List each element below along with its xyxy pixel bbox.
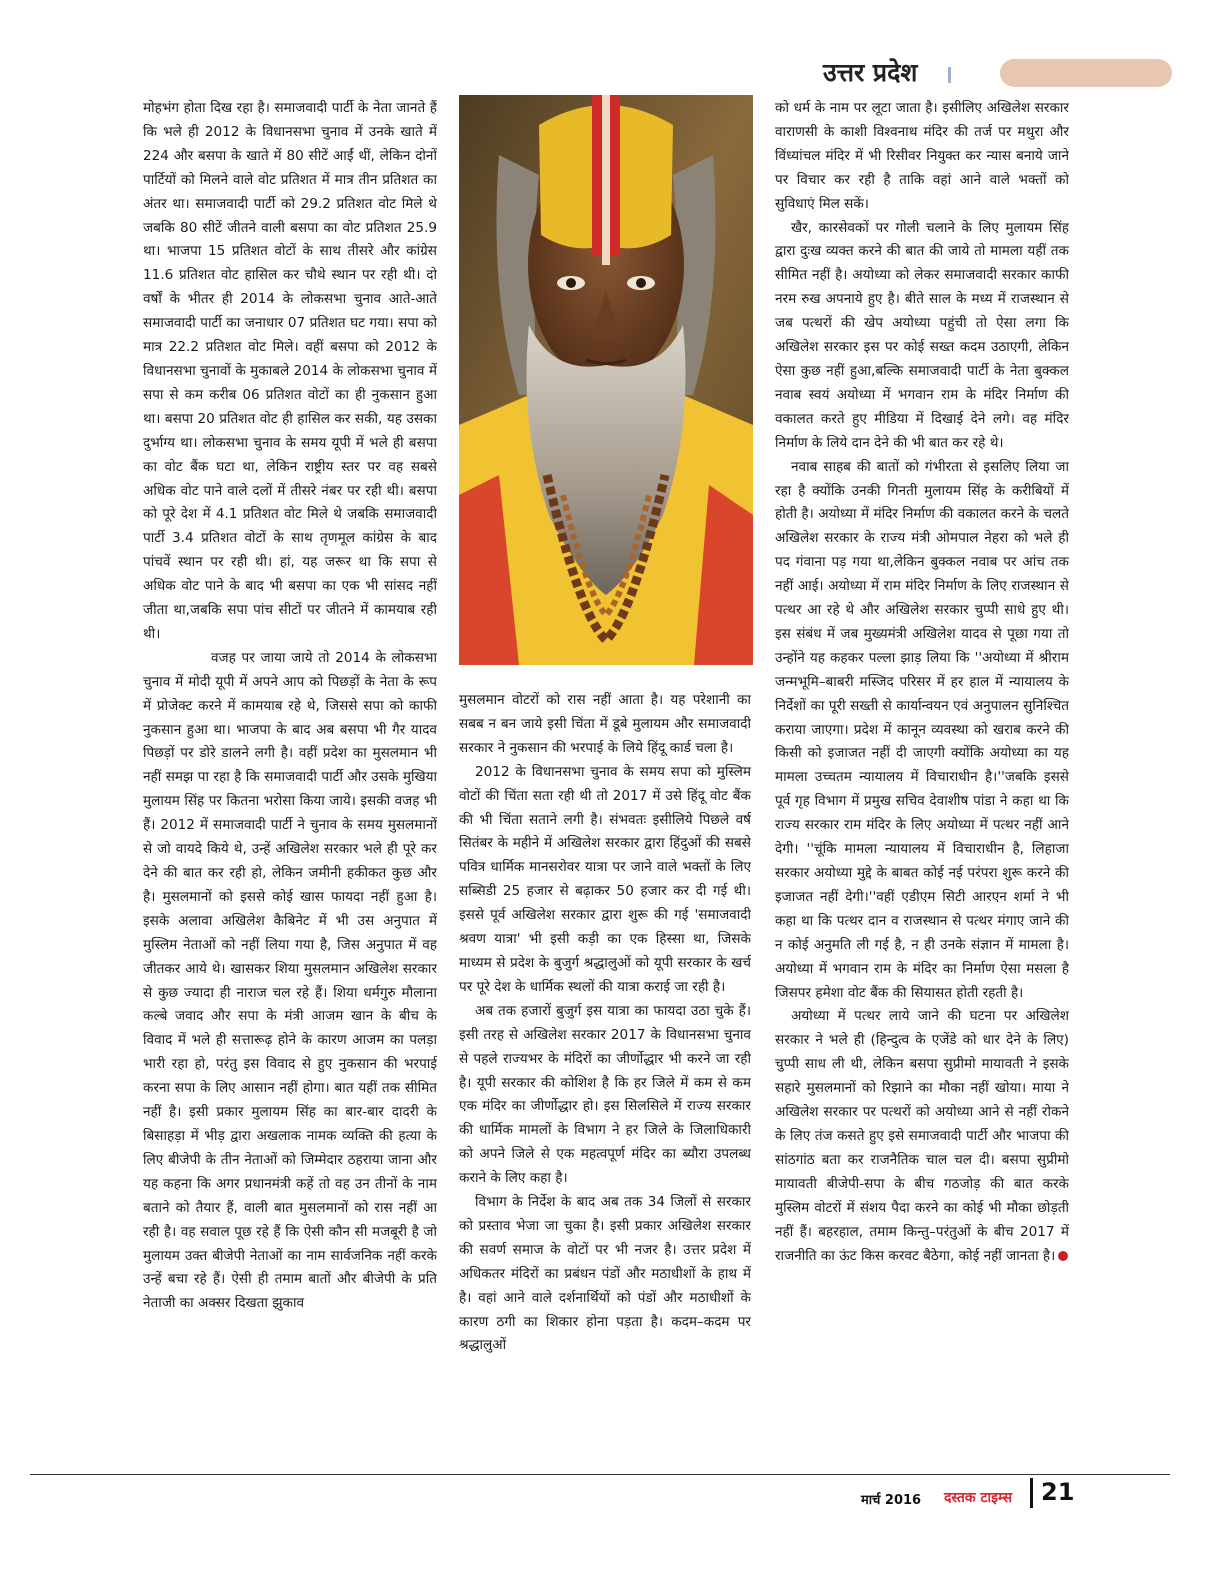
paragraph: मोहभंग होता दिख रहा है। समाजवादी पार्टी के नेता जानते हैं कि भले ही 2012 के विधानसभा चुनाव में उनके खाते में 224 और बसपा के खाते में 80 सीटें आईं थीं, लेकिन दोनों पार्टियों को मिलने वाले वोट प्रतिशत में मात्र तीन प्रतिशत का अंतर था। समाजवादी पार्टी को 29.2 प्रतिशत वोट मिले थे जबकि 80 सीटें जीतने वाली बसपा का वोट प्रतिशत 25.9 था। भाजपा 15 प्रतिशत वोटों के साथ तीसरे और कांग्रेस 11.6 प्रतिशत वोट हासिल कर चौथे स्थान पर रही थी। दो वर्षों के भीतर ही 2014 के लोकसभा चुनाव आते-आते समाजवादी पार्टी का जनाधार 07 प्रतिशत घट गया। सपा को मात्र 22.2 प्रतिशत वोट मिले। वहीं बसपा को 2012 के विधानसभा चुनावों के मुकाबले 2014 के लोकसभा चुनाव में सपा से कम करीब 06 प्रतिशत वोटों का ही नुकसान हुआ था। बसपा 20 प्रतिशत वोट ही हासिल कर सकी, यह उसका दुर्भाग्य था। लोकसभा चुनाव के समय यूपी में भले ही बसपा का वोट बैंक घटा था, लेकिन राष्ट्रीय स्तर पर वह सबसे अधिक वोट पाने वाले दलों में तीसरे नंबर पर रही थी। बसपा को पूरे देश में 4.1 प्रतिशत वोट मिले थे जबकि समाजवादी पार्टी 3.4 प्रतिशत वोटों के साथ तृणमूल कांग्रेस के बाद पांचवें स्थान पर रही थी। हां, यह जरूर था कि सपा से अधिक वोट पाने के बाद भी बसपा का एक भी सांसद नहीं जीता था,जबकि सपा पांच सीटों पर जीतने में कामयाब रही थी। (143, 100, 437, 642)
article-column-2 (459, 689, 751, 1459)
paragraph: अब तक हजारों बुजुर्ग इस यात्रा का फायदा उठा चुके हैं। इसी तरह से अखिलेश सरकार 2017 के विधानसभा चुनाव से पहले राज्यभर के मंदिरों का जीर्णोद्धार भी करने जा रही है। यूपी सरकार की कोशिश है कि हर जिले में कम से कम एक मंदिर का जीर्णोद्धार हो। इस सिलसिले में राज्य सरकार की धार्मिक मामलों के विभाग ने हर जिले के जिलाधिकारी को अपने जिले से एक महत्वपूर्ण मंदिर का ब्यौरा उपलब्ध कराने के लिए कहा है। (459, 1002, 751, 1187)
paragraph: 2012 के विधानसभा चुनाव के समय सपा को मुस्लिम वोटों की चिंता सता रही थी तो 2017 में उसे हिंदू वोट बैंक की भी चिंता सताने लगी है। संभवतः इसीलिये पिछले वर्ष सितंबर के महीने में अखिलेश सरकार द्वारा हिंदुओं की सबसे पवित्र धार्मिक मानसरोवर यात्रा पर जाने वाले भक्तों के लिए सब्सिडी 25 हजार से बढ़ाकर 50 हजार कर दी गई थी। इससे पूर्व अखिलेश सरकार द्वारा शुरू की गई 'समाजवादी श्रवण यात्रा' भी इसी कड़ी का एक हिस्सा था, जिसके माध्यम से प्रदेश के बुजुर्ग श्रद्धालुओं को यूपी सरकार के खर्च पर पूरे देश के धार्मिक स्थलों की यात्रा कराई जा रही है। (459, 763, 751, 995)
portrait-illustration (459, 95, 753, 665)
paragraph-final (775, 1005, 1069, 1268)
paragraph-text: अयोध्या में पत्थर लाये जाने की घटना पर अखिलेश सरकार ने भले ही (हिन्दुत्व के एजेंडे को धार देने के लिए) चुप्पी साध ली थी, लेकिन बसपा सुप्रीमो मायावती ने इसके सहारे मुसलमानों को रिझाने का मौका नहीं खोया। माया ने अखिलेश सरकार पर पत्थरों को अयोध्या आने से नहीं रोकने के लिए तंज कसते हुए इसे समाजवादी पार्टी और भाजपा की सांठगांठ बता कर राजनैतिक चाल चल दी। बसपा सुप्रीमो मायावती बीजेपी-सपा के बीच गठजोड़ की बात करके मुस्लिम वोटरों में संशय पैदा करने का कोई भी मौका छोड़ती नहीं हैं। बहरहाल, तमाम किन्तु–परंतुओं के बीच 2017 में राजनीति का ऊंट किस करवट बैठेगा, कोई नहीं जानता है। (775, 1008, 1069, 1264)
sadhu-portrait-photo (459, 95, 753, 665)
paragraph: को धर्म के नाम पर लूटा जाता है। इसीलिए अखिलेश सरकार वाराणसी के काशी विश्वनाथ मंदिर की तर्ज पर मथुरा और विंध्यांचल मंदिर में भी रिसीवर नियुक्त कर न्यास बनाये जाने पर विचार कर रही है ताकि वहां आने वाले भक्तों को सुविधाएं मिल सकें। (775, 100, 1069, 212)
paragraph: वजह पर जाया जाये तो 2014 के लोकसभा चुनाव में मोदी यूपी में अपने आप को पिछड़ों के नेता के रूप में प्रोजेक्ट करने में कामयाब रहे थे, जिससे सपा को काफी नुकसान हुआ था। भाजपा के बाद अब बसपा भी गैर यादव पिछड़ों पर डोरे डालने लगी है। वहीं प्रदेश का मुसलमान भी नहीं समझ पा रहा है कि समाजवादी पार्टी और उसके मुखिया मुलायम सिंह पर कितना भरोसा किया जाये। इसकी वजह भी हैं। 2012 में समाजवादी पार्टी ने चुनाव के समय मुसलमानों से जो वायदे किये थे, उन्हें अखिलेश सरकार भले ही पूरे कर देने की बात कर रही हो, लेकिन जमीनी हकीकत कुछ और है। मुसलमानों को इससे कोई खास फायदा नहीं हुआ है। इसके अलावा अखिलेश कैबिनेट में भी उस अनुपात में मुस्लिम नेताओं को नहीं लिया गया है, जिस अनुपात में वह जीतकर आये थे। खासकर शिया मुसलमान अखिलेश सरकार से कुछ ज्यादा ही नाराज चल रहे हैं। शिया धर्मगुरु मौलाना कल्बे जवाद और सपा के मंत्री आजम खान के बीच के विवाद में भले ही सत्तारूढ़ होने के कारण आजम का पलड़ा भारी रहा हो, परंतु इस विवाद से हुए नुकसान की भरपाई करना सपा के लिए आसान नहीं होगा। बात यहीं तक सीमित नहीं है। इसी प्रकार मुलायम सिंह का बार-बार दादरी के बिसाहड़ा में भीड़ द्वारा अखलाक नामक व्यक्ति की हत्या के लिए बीजेपी के तीन नेताओं को जिम्मेदार ठहराया जाना और यह कहना कि अगर प्रधानमंत्री कहें तो वह उन तीनों के नाम बताने को तैयार हैं, वाली बात मुसलमानों को रास नहीं आ रही है। वह सवाल पूछ रहे हैं कि ऐसी कौन सी मजबूरी है जो मुलायम उक्त बीजेपी नेताओं का नाम सार्वजनिक नहीं करके उन्हें बचा रहे हैं। ऐसी ही तमाम बातों और बीजेपी के प्रति नेताजी का अक्सर दिखता झुकाव (143, 649, 437, 1312)
paragraph: मुसलमान वोटरों को रास नहीं आता है। यह परेशानी का सबब न बन जाये इसी चिंता में डूबे मुलायम और समाजवादी सरकार ने नुकसान की भरपाई के लिये हिंदू कार्ड चला है। (459, 692, 751, 756)
footer-separator (1030, 1478, 1033, 1508)
paragraph: नवाब साहब की बातों को गंभीरता से इसलिए लिया जा रहा है क्योंकि उनकी गिनती मुलायम सिंह के करीबियों में होती है। अयोध्या में मंदिर निर्माण की वकालत करने के चलते अखिलेश सरकार के राज्य मंत्री ओमपाल नेहरा को भले ही पद गंवाना पड़ गया था,लेकिन बुक्कल नवाब पर आंच तक नहीं आई। अयोध्या में राम मंदिर निर्माण के लिए राजस्थान से पत्थर आ रहे थे और अखिलेश सरकार चुप्पी साधे हुए थी। इस संबंध में जब मुख्यमंत्री अखिलेश यादव से पूछा गया तो उन्होंने यह कहकर पल्ला झाड़ लिया कि ''अयोध्या में श्रीराम जन्मभूमि–बाबरी मस्जिद परिसर में हर हाल में न्यायालय के निर्देशों का पूरी सख्ती से कार्यान्वयन एवं अनुपालन सुनिश्चित कराया जाएगा। प्रदेश में कानून व्यवस्था को खराब करने की किसी को इजाजत नहीं दी जाएगी क्योंकि अयोध्या का यह मामला उच्चतम न्यायालय में विचाराधीन है।''जबकि इससे पूर्व गृह विभाग में प्रमुख सचिव देवाशीष पांडा ने कहा था कि राज्य सरकार राम मंदिर के लिए अयोध्या में पत्थर नहीं आने देगी। ''चूंकि मामला न्यायालय में विचाराधीन है, लिहाजा सरकार अयोध्या मुद्दे के बाबत कोई नई परंपरा शुरू करने की इजाजत नहीं देगी।''वहीं एडीएम सिटी आरएन शर्मा ने भी कहा था कि पत्थर दान व राजस्थान से पत्थर मंगाए जाने की न कोई अनुमति ली गई है, न ही उनके संज्ञान में मामला है। अयोध्या में भगवान राम के मंदिर का निर्माण ऐसा मसला है जिसपर हमेशा वोट बैंक की सियासत होती रहती है। (775, 458, 1069, 1001)
header-decoration-pill (1000, 59, 1172, 87)
article-column-3 (775, 97, 1069, 1457)
magazine-logo: दस्तक टाइम्स (944, 1490, 1013, 1506)
header-divider (948, 67, 951, 83)
page-number: 21 (1041, 1478, 1075, 1506)
end-mark-icon (1058, 1251, 1068, 1261)
footer-rule (30, 1474, 1170, 1475)
article-column-1 (143, 97, 437, 1457)
paragraph: खैर, कारसेवकों पर गोली चलाने के लिए मुलायम सिंह द्वारा दुःख व्यक्त करने की बात की जाये तो मामला यहीं तक सीमित नहीं है। अयोध्या को लेकर समाजवादी सरकार काफी नरम रुख अपनाये हुए है। बीते साल के मध्य में राजस्थान से जब पत्थरों की खेप अयोध्या पहुंची तो ऐसा लगा कि अखिलेश सरकार इस पर कोई सख्त कदम उठाएगी, लेकिन ऐसा कुछ नहीं हुआ,बल्कि समाजवादी पार्टी के नेता बुक्कल नवाब स्वयं अयोध्या में भगवान राम के मंदिर निर्माण की वकालत करते हुए मीडिया में दिखाई देने लगे। वह मंदिर निर्माण के लिये दान देने की भी बात कर रहे थे। (775, 219, 1069, 451)
section-title: उत्तर प्रदेश (823, 58, 918, 87)
paragraph: विभाग के निर्देश के बाद अब तक 34 जिलों से सरकार को प्रस्ताव भेजा जा चुका है। इसी प्रकार अखिलेश सरकार की सवर्ण समाज के वोटों पर भी नजर है। उत्तर प्रदेश में अधिकतर मंदिरों का प्रबंधन पंडों और मठाधीशों के हाथ में है। वहां आने वाले दर्शनार्थियों को पंडों और मठाधीशों के कारण ठगी का शिकार होना पड़ता है। कदम–कदम पर श्रद्धालुओं (459, 1194, 751, 1354)
footer-date: मार्च 2016 (861, 1493, 922, 1508)
